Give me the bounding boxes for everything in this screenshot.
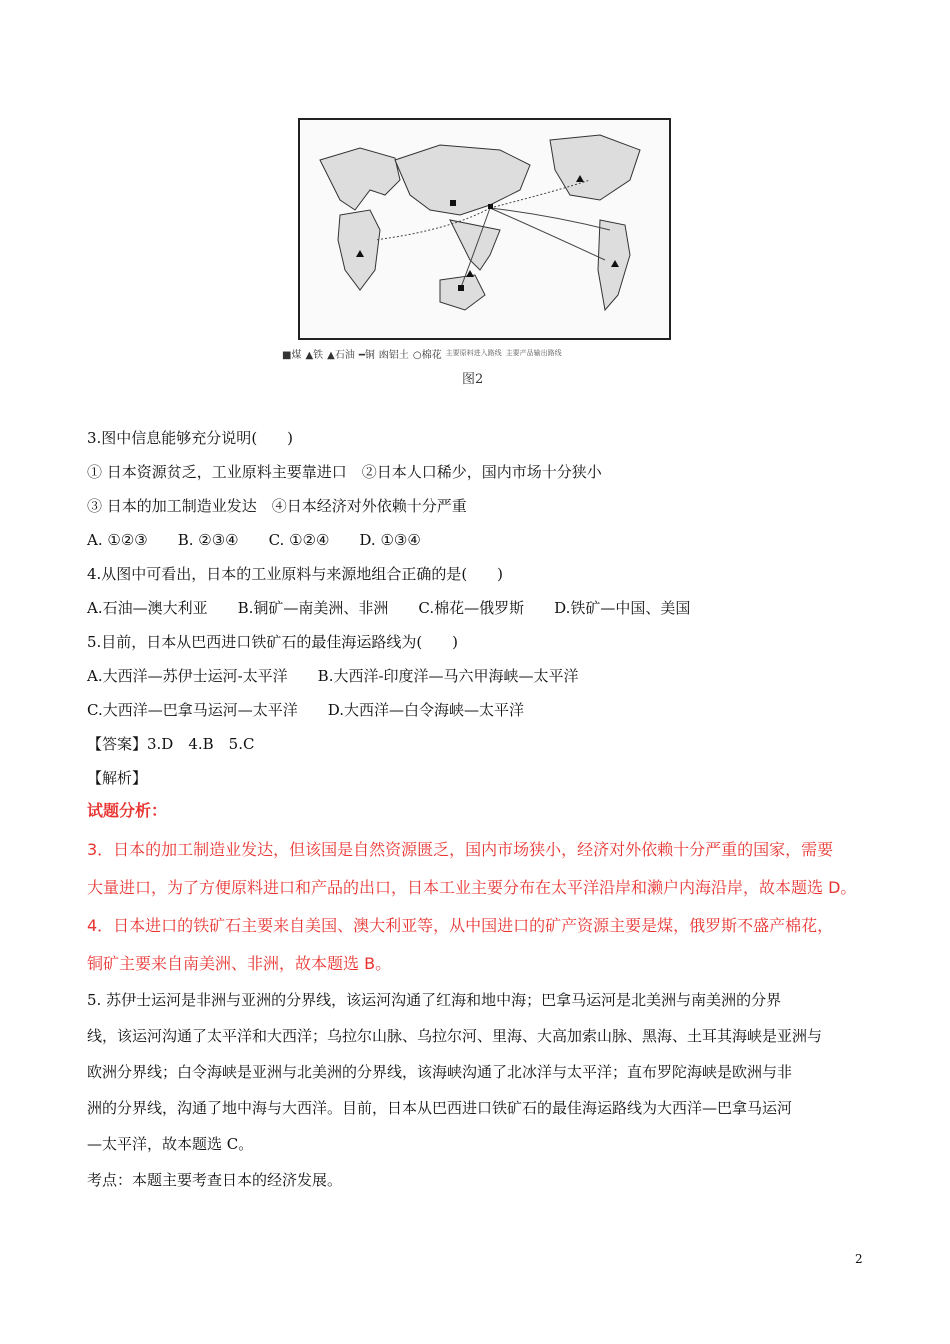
legend-cotton: ○棉花 — [412, 349, 442, 361]
legend-coal: ■煤 — [282, 349, 302, 361]
analysis-5-line-5: —太平洋，故本题选 C。 — [87, 1135, 254, 1153]
analysis-5-line-1: 5. 苏伊士运河是非洲与亚洲的分界线，该运河沟通了红海和地中海；巴拿马运河是北美洲与南美洲的分界 — [87, 991, 782, 1009]
legend-export-route: 主要产品输出路线 — [505, 349, 562, 357]
world-map-illustration — [300, 120, 669, 338]
legend-bauxite: 凼铝土 — [378, 349, 409, 361]
analysis-4-line-1: 4．日本进口的铁矿石主要来自美国、澳大利亚等，从中国进口的矿产资源主要是煤，俄罗斯不盛产棉花， — [87, 916, 834, 935]
legend-oil: ▲石油 — [327, 349, 355, 361]
q3-statement-2: ③ 日本的加工制造业发达 ④日本经济对外依赖十分严重 — [87, 497, 467, 515]
q3-stem: 3.图中信息能够充分说明( ) — [87, 429, 294, 447]
kaodian-line: 考点：本题主要考查日本的经济发展。 — [87, 1171, 343, 1189]
analysis-5-line-2: 线，该运河沟通了太平洋和大西洋；乌拉尔山脉、乌拉尔河、里海、大高加索山脉、黑海、土耳其海峡是亚洲与 — [87, 1027, 823, 1045]
analysis-label: 【解析】 — [87, 769, 148, 787]
legend-iron: ▲铁 — [305, 349, 324, 361]
legend-import-route: 主要原料进入路线 — [445, 349, 502, 357]
figure-caption: 图2 — [462, 372, 484, 387]
analysis-3-line-2: 大量进口，为了方便原料进口和产品的出口，日本工业主要分布在太平洋沿岸和濑户内海沿岸，故本题选 D。 — [87, 878, 857, 897]
analysis-4-line-2: 铜矿主要来自南美洲、非洲，故本题选 B。 — [87, 954, 392, 973]
page-number: 2 — [855, 1252, 863, 1266]
legend-copper: ━铜 — [358, 349, 375, 361]
q3-statement-1: ① 日本资源贫乏，工业原料主要靠进口 ②日本人口稀少，国内市场十分狭小 — [87, 463, 602, 481]
q4-options: A.石油—澳大利亚 B.铜矿—南美洲、非洲 C.棉花—俄罗斯 D.铁矿—中国、美国 — [87, 599, 691, 617]
q4-stem: 4.从图中可看出，日本的工业原料与来源地组合正确的是( ) — [87, 565, 504, 583]
q5-options-1: A.大西洋—苏伊士运河-太平洋 B.大西洋-印度洋—马六甲海峡—太平洋 — [87, 667, 579, 685]
world-map-figure — [298, 118, 671, 340]
analysis-3-line-1: 3．日本的加工制造业发达，但该国是自然资源匮乏，国内市场狭小，经济对外依赖十分严重的国家，需要 — [87, 840, 834, 859]
q5-stem: 5.目前，日本从巴西进口铁矿石的最佳海运路线为( ) — [87, 633, 459, 651]
analysis-title: 试题分析： — [87, 801, 168, 820]
answer-line: 【答案】3.D 4.B 5.C — [87, 735, 255, 753]
q3-options: A. ①②③ B. ②③④ C. ①②④ D. ①③④ — [87, 531, 421, 549]
map-legend — [282, 345, 674, 361]
q5-options-2: C.大西洋—巴拿马运河—太平洋 D.大西洋—白令海峡—太平洋 — [87, 701, 524, 719]
analysis-5-line-3: 欧洲分界线；白令海峡是亚洲与北美洲的分界线，该海峡沟通了北冰洋与太平洋；直布罗陀海峡是欧洲与非 — [87, 1063, 793, 1081]
analysis-5-line-4: 洲的分界线，沟通了地中海与大西洋。目前，日本从巴西进口铁矿石的最佳海运路线为大西洋—巴拿马运河 — [87, 1099, 793, 1117]
